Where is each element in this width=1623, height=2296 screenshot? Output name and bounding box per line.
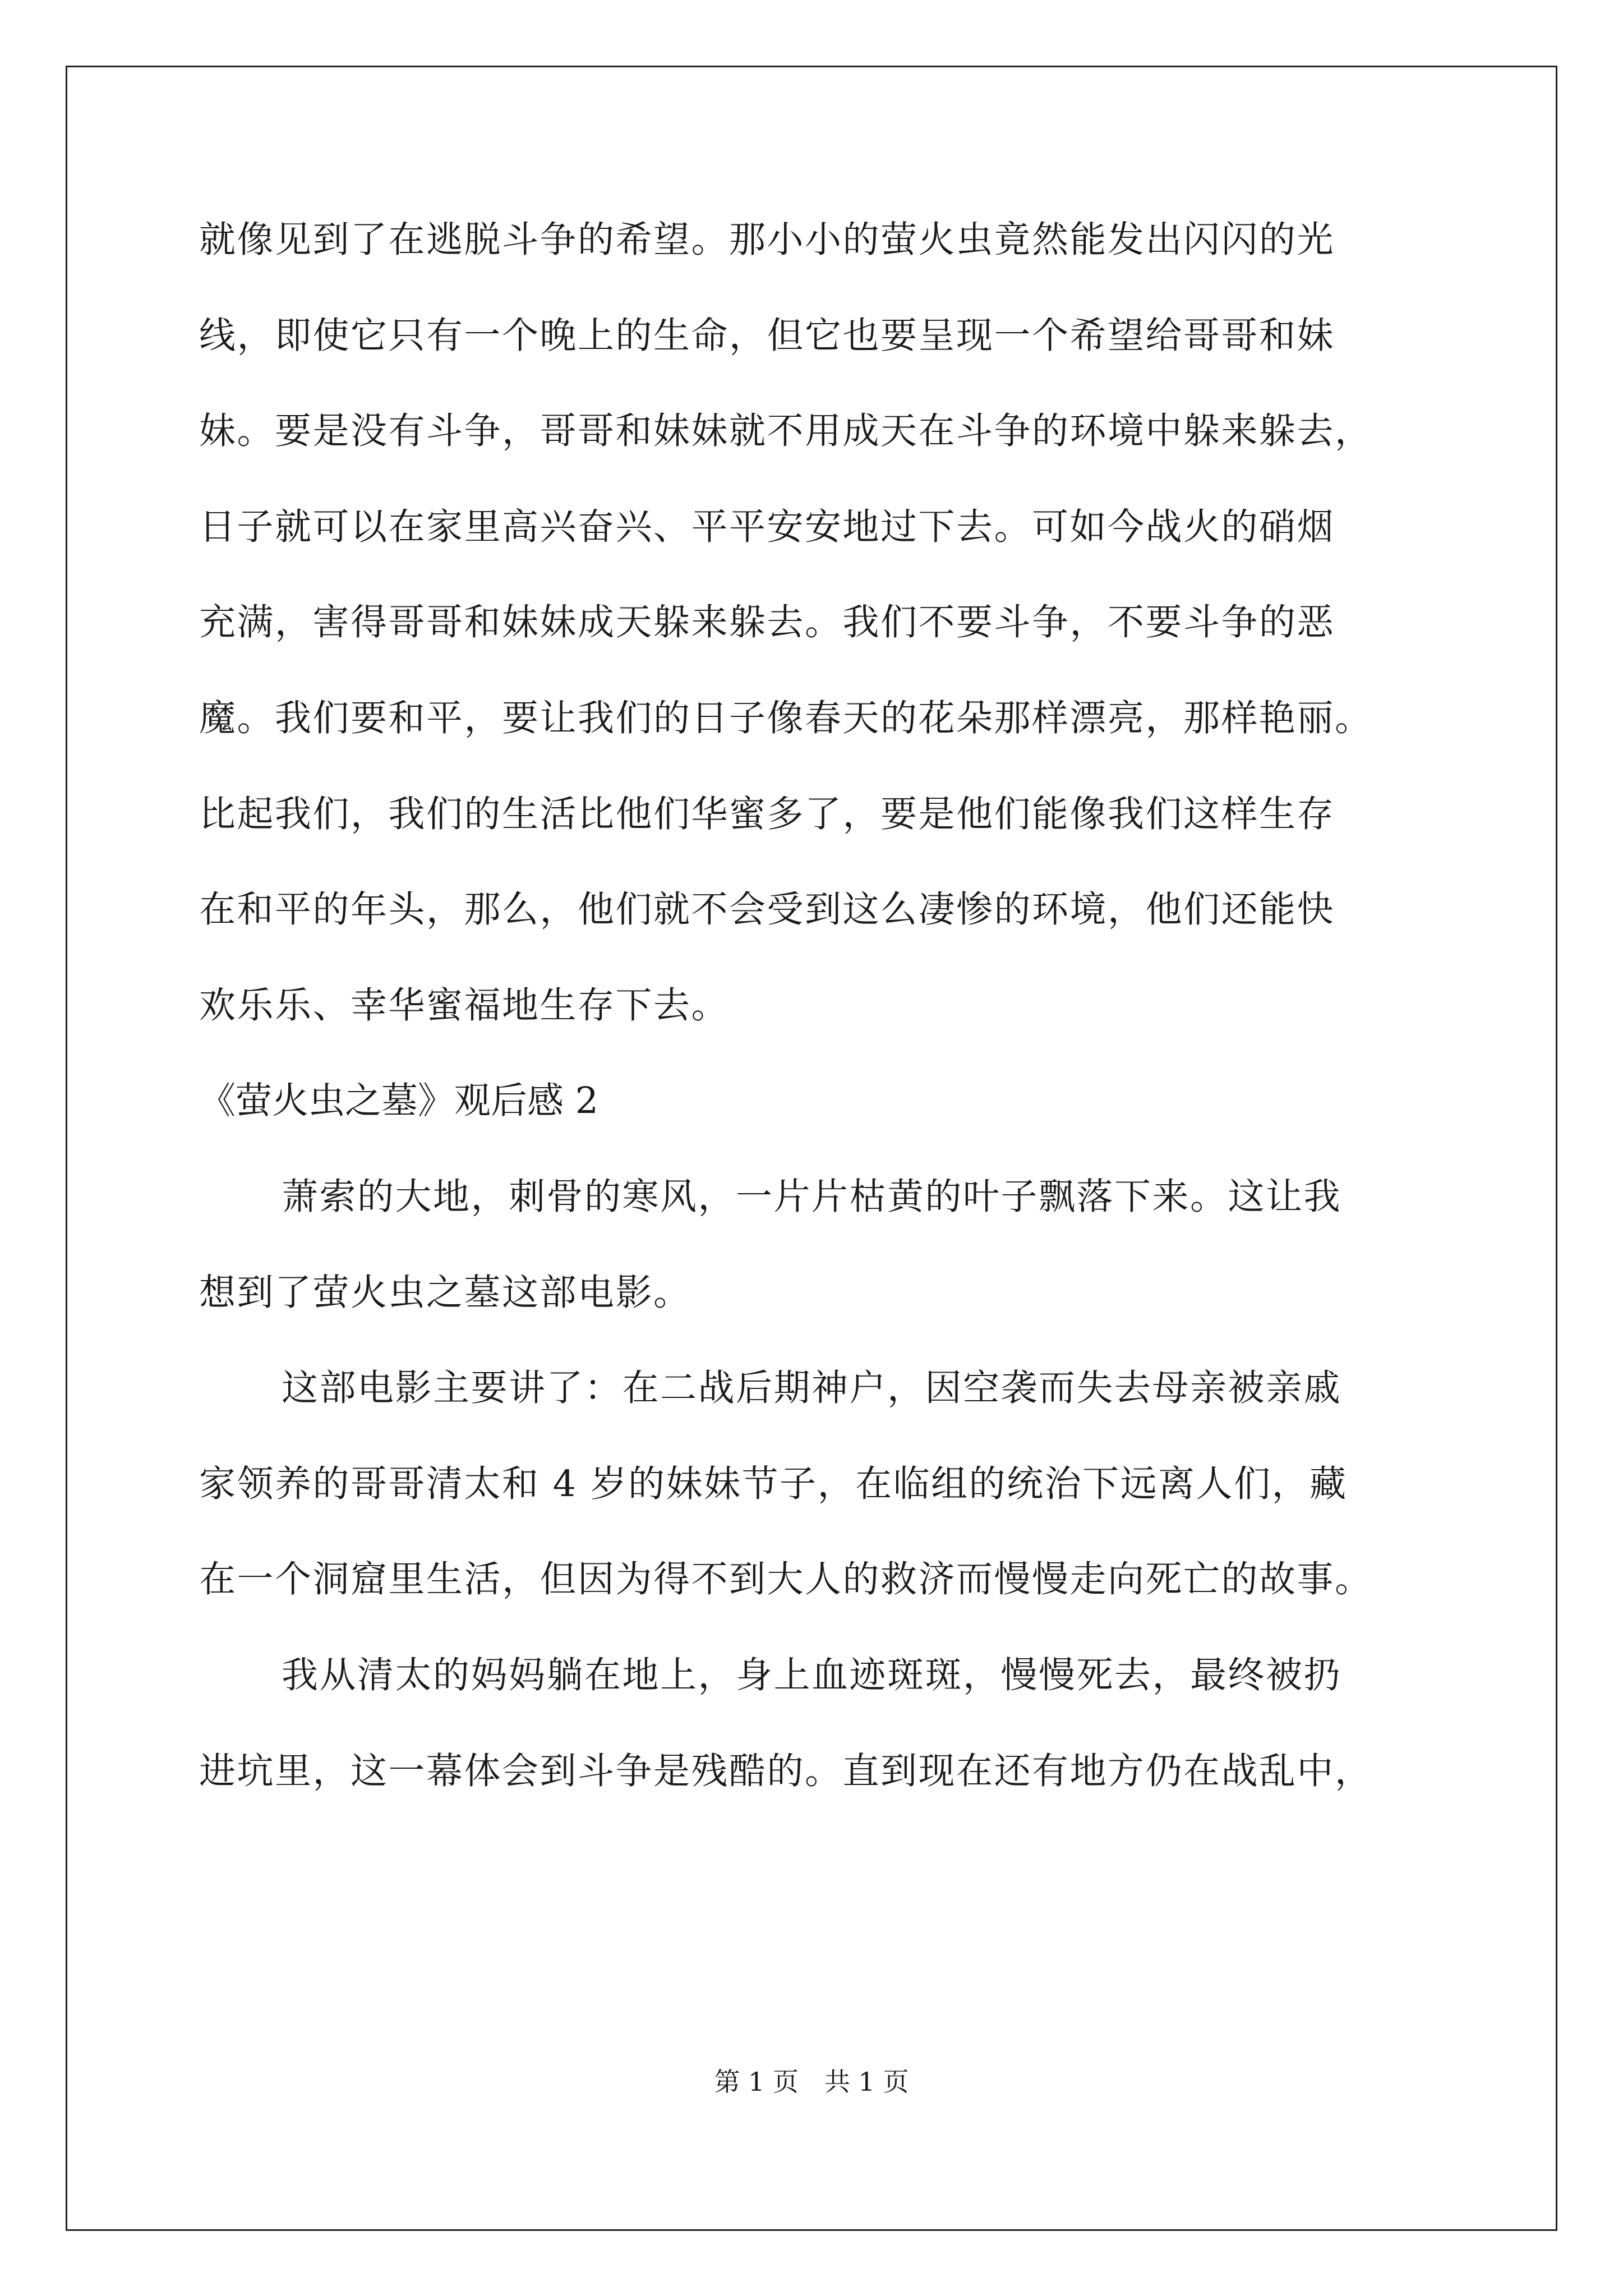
text-line: 在一个洞窟里生活，但因为得不到大人的救济而慢慢走向死亡的故事。: [199, 1558, 1373, 1601]
text-line: 妹。要是没有斗争，哥哥和妹妹就不用成天在斗争的环境中躲来躲去，: [199, 410, 1373, 453]
text-line: 欢乐乐、幸华蜜福地生存下去。: [199, 984, 730, 1027]
text-line: 线，即使它只有一个晚上的生命，但它也要呈现一个希望给哥哥和妹: [199, 314, 1335, 357]
text-line: 萧索的大地，刺骨的寒风，一片片枯黄的叶子飘落下来。这让我: [282, 1175, 1342, 1218]
text-line: 在和平的年头，那么，他们就不会受到这么凄惨的环境，他们还能快: [199, 889, 1335, 931]
text-line: 日子就可以在家里高兴奋兴、平平安安地过下去。可如今战火的硝烟: [199, 505, 1335, 548]
section-heading: 《萤火虫之墓》观后感 2: [199, 1080, 599, 1122]
text-line: 魔。我们要和平，要让我们的日子像春天的花朵那样漂亮，那样艳丽。: [199, 697, 1373, 739]
text-line: 我从清太的妈妈躺在地上，身上血迹斑斑，慢慢死去，最终被扔: [282, 1654, 1342, 1696]
text-line: 充满，害得哥哥和妹妹成天躲来躲去。我们不要斗争，不要斗争的恶: [199, 601, 1335, 644]
text-line: 想到了萤火虫之墓这部电影。: [199, 1271, 691, 1314]
text-line: 进坑里，这一幕体会到斗争是残酷的。直到现在还有地方仍在战乱中，: [199, 1750, 1373, 1792]
text-line: 比起我们，我们的生活比他们华蜜多了，要是他们能像我们这样生存: [199, 793, 1335, 835]
document-body: [199, 219, 1422, 1846]
text-line: 就像见到了在逃脱斗争的希望。那小小的萤火虫竟然能发出闪闪的光: [199, 219, 1335, 261]
text-line: 这部电影主要讲了：在二战后期神户，因空袭而失去母亲被亲戚: [282, 1367, 1342, 1410]
page-footer: 第 1 页 共 1 页: [714, 2067, 909, 2097]
text-line: 家领养的哥哥清太和 4 岁的妹妹节子，在临组的统治下远离人们，藏: [199, 1462, 1348, 1505]
